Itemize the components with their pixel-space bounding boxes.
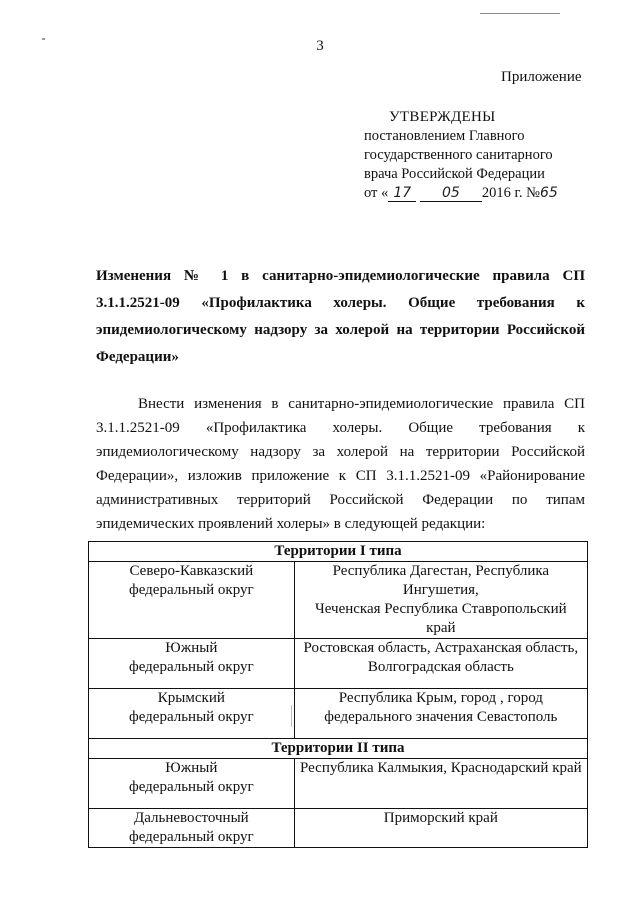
body-line: Внести изменения в санитарно-эпидемиологические правила СП <box>138 396 585 412</box>
heading-line: Изменения № 1 в санитарно-эпидемиологические правила СП <box>96 268 585 284</box>
doc-number: 65 <box>539 185 558 201</box>
territory-table <box>88 541 588 848</box>
body-line: эпидемических проявлений холеры» в следующей редакции: <box>96 516 486 532</box>
district-cell <box>89 639 295 689</box>
body-line: 3.1.1.2521-09 «Профилактика холеры. Общие требования к <box>96 420 585 436</box>
heading-line: эпидемиологическому надзору за холерой на территории Российской <box>96 322 585 338</box>
region-line: Приморский край <box>383 810 498 826</box>
table-section-row <box>89 542 588 562</box>
heading-line: 3.1.1.2521-09 «Профилактика холеры. Общие требования к <box>96 295 585 311</box>
body-line: эпидемиологическому надзору за холерой на территории Российской <box>96 444 585 460</box>
region-cell <box>294 809 587 848</box>
table-row <box>89 689 588 739</box>
body-paragraph <box>96 392 585 536</box>
district-line: федеральный округ <box>128 709 254 725</box>
region-line: Республика Крым, город , город <box>338 690 543 706</box>
district-line: Южный <box>165 760 218 776</box>
page-number: 3 <box>316 38 324 54</box>
heading-line: Федерации» <box>96 349 179 365</box>
date-year: 2016 г. № <box>481 185 540 201</box>
approval-line: врача Российской Федерации <box>364 166 545 182</box>
district-line: федеральный округ <box>128 582 254 598</box>
scan-mark <box>291 705 292 727</box>
district-line: Южный <box>165 640 218 656</box>
date-day: 17 <box>388 185 416 202</box>
approval-line: постановлением Главного <box>364 128 525 144</box>
table-row <box>89 639 588 689</box>
region-line: Ингушетия, <box>402 582 479 598</box>
section-header: Территории I типа <box>89 542 588 562</box>
region-line: Чеченская Республика Ставропольский <box>315 601 567 617</box>
approval-line: государственного санитарного <box>364 147 553 163</box>
section-header: Территории II типа <box>89 739 588 759</box>
table-row <box>89 759 588 809</box>
district-line: федеральный округ <box>128 779 254 795</box>
district-cell <box>89 759 295 809</box>
district-cell <box>89 689 295 739</box>
table-section-row <box>89 739 588 759</box>
appendix-label: Приложение <box>501 69 582 85</box>
district-line: федеральный округ <box>128 829 254 845</box>
region-line: федерального значения Севастополь <box>324 709 558 725</box>
body-line: Федерации», изложив приложение к СП 3.1.1.2521-09 «Районирование <box>96 468 585 484</box>
body-line: административных территорий Российской Федерации по типам <box>96 492 585 508</box>
date-month: 05 <box>420 185 482 202</box>
region-line: Волгоградская область <box>367 659 514 675</box>
region-cell <box>294 689 587 739</box>
date-prefix: от « <box>364 185 389 201</box>
top-rule <box>480 13 560 14</box>
district-cell <box>89 809 295 848</box>
region-line: Республика Калмыкия, Краснодарский край <box>299 760 582 776</box>
region-cell <box>294 562 587 639</box>
district-line: Северо-Кавказский <box>129 563 254 579</box>
district-line: Крымский <box>157 690 225 706</box>
district-line: федеральный округ <box>128 659 254 675</box>
approval-date-line <box>364 185 558 202</box>
district-line: Дальневосточный <box>133 810 249 826</box>
table-row <box>89 809 588 848</box>
region-cell <box>294 759 587 809</box>
approval-title: УТВЕРЖДЕНЫ <box>389 109 496 125</box>
district-cell <box>89 562 295 639</box>
region-cell <box>294 639 587 689</box>
region-line: край <box>426 620 456 636</box>
region-line: Ростовская область, Астраханская область, <box>303 640 579 656</box>
region-line: Республика Дагестан, Республика <box>332 563 550 579</box>
document-heading <box>96 263 585 371</box>
table-row <box>89 562 588 639</box>
